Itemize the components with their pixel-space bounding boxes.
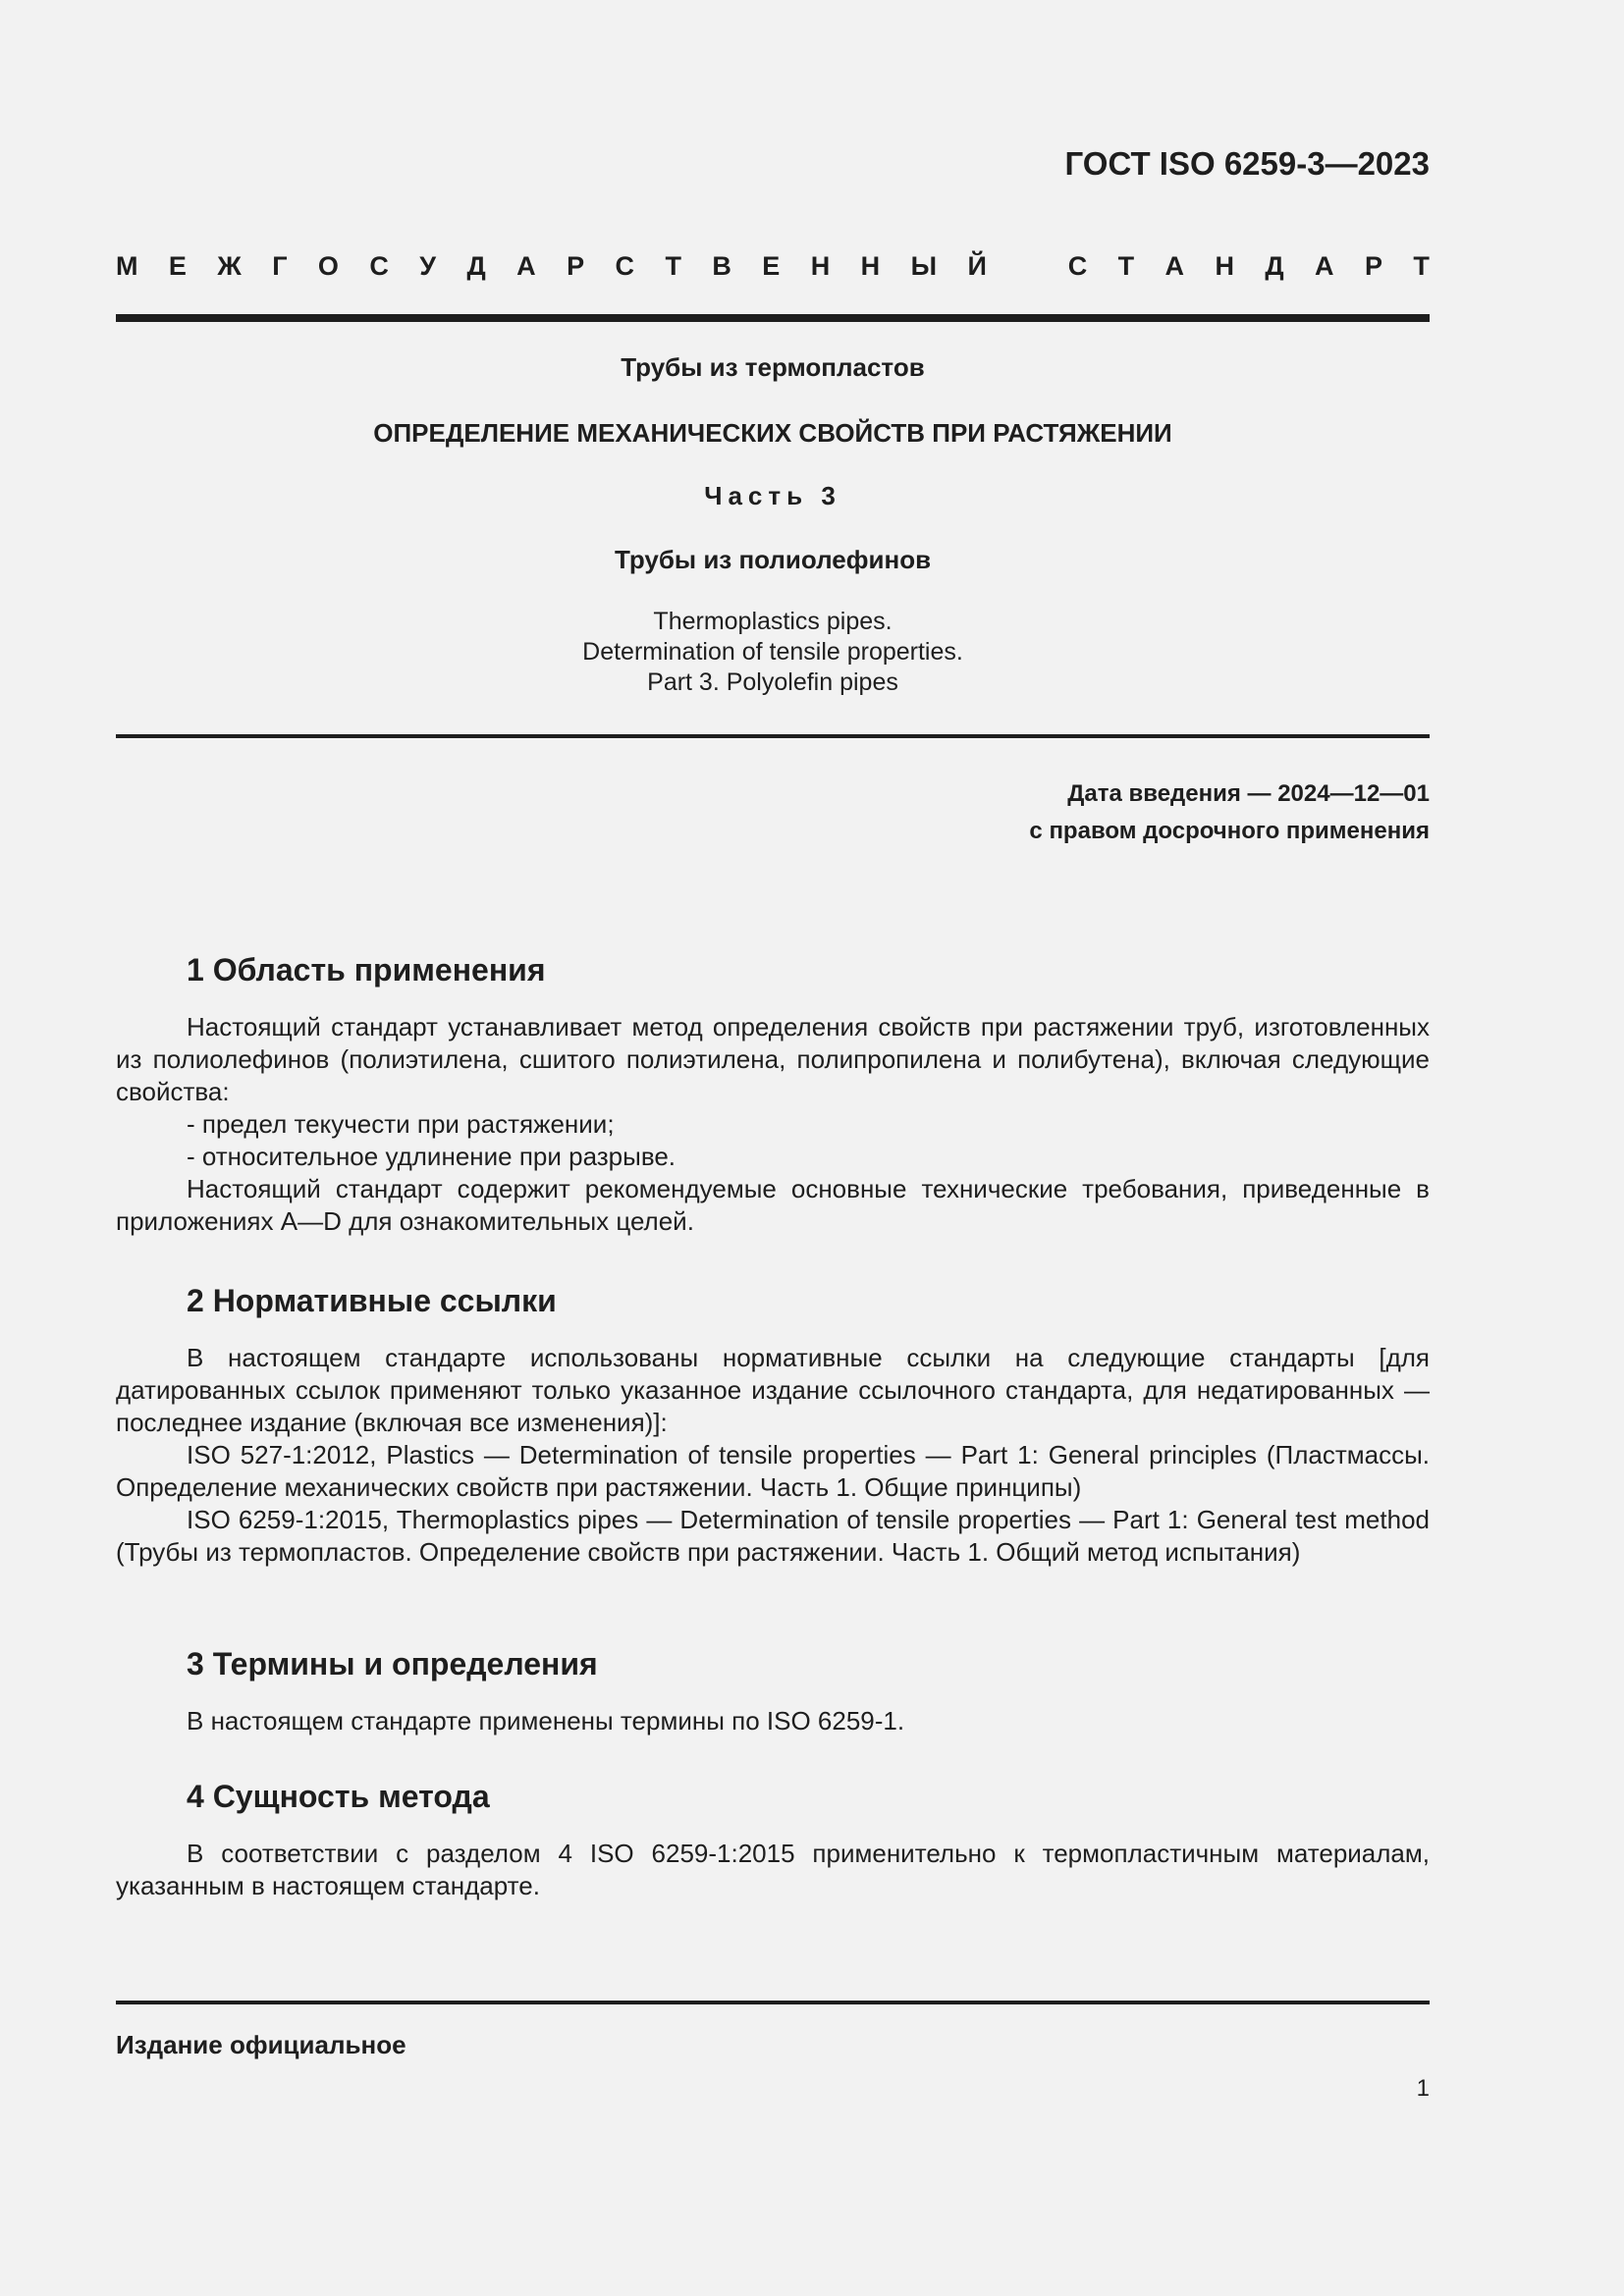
section-1-heading: 1 Область применения — [187, 952, 546, 988]
section-3-heading: 3 Термины и определения — [187, 1646, 598, 1682]
banner-letter: Н — [860, 251, 881, 281]
title-line-2: ОПРЕДЕЛЕНИЕ МЕХАНИЧЕСКИХ СВОЙСТВ ПРИ РАСТЯЖЕНИИ — [373, 418, 1172, 448]
official-edition-label: Издание официальное — [116, 2030, 406, 2059]
title-bottom-rule — [116, 734, 1430, 738]
english-title-line-2: Determination of tensile properties. — [582, 638, 963, 666]
english-title-line-1: Thermoplastics pipes. — [653, 608, 893, 635]
banner-letter: Н — [1215, 251, 1234, 281]
section-1-body — [116, 1011, 1430, 1238]
banner-letter: Г — [272, 251, 288, 281]
section-2-paragraph: В настоящем стандарте использованы нормативные ссылки на следующие стандарты [для датированных ссылок применяют только указанное издание ссылочного стандарта, для недатированных — последнее издание (включая все изменения)]: — [116, 1343, 1430, 1437]
introduction-date-block — [1029, 775, 1430, 850]
section-4-body — [116, 1838, 1430, 1902]
banner-letter: Р — [1364, 251, 1382, 281]
footer-rule — [116, 2001, 1430, 2004]
banner-gap — [1017, 251, 1037, 287]
banner-letter: Т — [1413, 251, 1430, 281]
banner-letter: Й — [967, 251, 987, 281]
banner-letter: С — [369, 251, 389, 281]
banner-letter: М — [116, 251, 138, 281]
english-title-line-3: Part 3. Polyolefin pipes — [647, 668, 898, 696]
banner-letter: С — [615, 251, 635, 281]
banner-letter: Е — [762, 251, 781, 281]
top-rule — [116, 314, 1430, 322]
banner-letter: Т — [665, 251, 681, 281]
banner-letter: Ж — [217, 251, 242, 281]
banner-letter: А — [516, 251, 536, 281]
section-2-heading: 2 Нормативные ссылки — [187, 1283, 557, 1318]
banner-letter: А — [1315, 251, 1334, 281]
page-number: 1 — [1416, 2075, 1430, 2102]
early-application-note: с правом досрочного применения — [1029, 818, 1430, 844]
banner-letter: Д — [466, 251, 486, 281]
english-title — [116, 607, 1430, 698]
reference-item: ISO 527-1:2012, Plastics — Determination of tensile properties — Part 1: General principles (Пластмассы. Определение механических свойств при растяжении. Часть 1. Общие принципы) — [116, 1440, 1430, 1502]
section-1-paragraph: Настоящий стандарт содержит рекомендуемые основные технические требования, приведенные в приложениях А—D для ознакомительных целей. — [116, 1174, 1430, 1236]
reference-item: ISO 6259-1:2015, Thermoplastics pipes — Determination of tensile properties — Part 1: General test method (Трубы из термопластов. Определение свойств при растяжении. Часть 1. Общий метод испытания) — [116, 1505, 1430, 1567]
banner-letter: А — [1164, 251, 1185, 281]
document-code: ГОСТ ISO 6259-3—2023 — [1064, 145, 1430, 182]
banner-letter: С — [1067, 251, 1088, 281]
title-part: Часть 3 — [704, 481, 841, 510]
section-1-list-item: - относительное удлинение при разрыве. — [187, 1142, 677, 1171]
introduction-date: Дата введения — 2024—12—01 — [1067, 780, 1430, 807]
section-3-body — [116, 1705, 1430, 1737]
section-1-paragraph: Настоящий стандарт устанавливает метод определения свойств при растяжении труб, изготовленных из полиолефинов (полиэтилена, сшитого полиэтилена, полипропилена и полибутена), включая следующие свойства: — [116, 1012, 1430, 1106]
section-2-body — [116, 1342, 1430, 1569]
banner-letter: Е — [168, 251, 187, 281]
banner-letter: Д — [1265, 251, 1284, 281]
banner-letter: Ы — [910, 251, 938, 281]
banner-letter: Н — [810, 251, 831, 281]
banner-letter: Р — [567, 251, 585, 281]
title-line-1: Трубы из термопластов — [621, 352, 925, 382]
banner-letter: Т — [1117, 251, 1135, 281]
banner-letter: О — [317, 251, 339, 281]
section-1-list-item: - предел текучести при растяжении; — [187, 1109, 615, 1139]
section-3-paragraph: В настоящем стандарте применены термины по ISO 6259-1. — [187, 1706, 905, 1735]
section-4-paragraph: В соответствии с разделом 4 ISO 6259-1:2015 применительно к термопластичным материалам, указанным в настоящем стандарте. — [116, 1839, 1430, 1900]
interstate-standard-banner — [116, 251, 1430, 287]
banner-letter: В — [712, 251, 731, 281]
title-line-4: Трубы из полиолефинов — [614, 545, 932, 574]
section-4-heading: 4 Сущность метода — [187, 1779, 490, 1814]
banner-letter: У — [419, 251, 437, 281]
